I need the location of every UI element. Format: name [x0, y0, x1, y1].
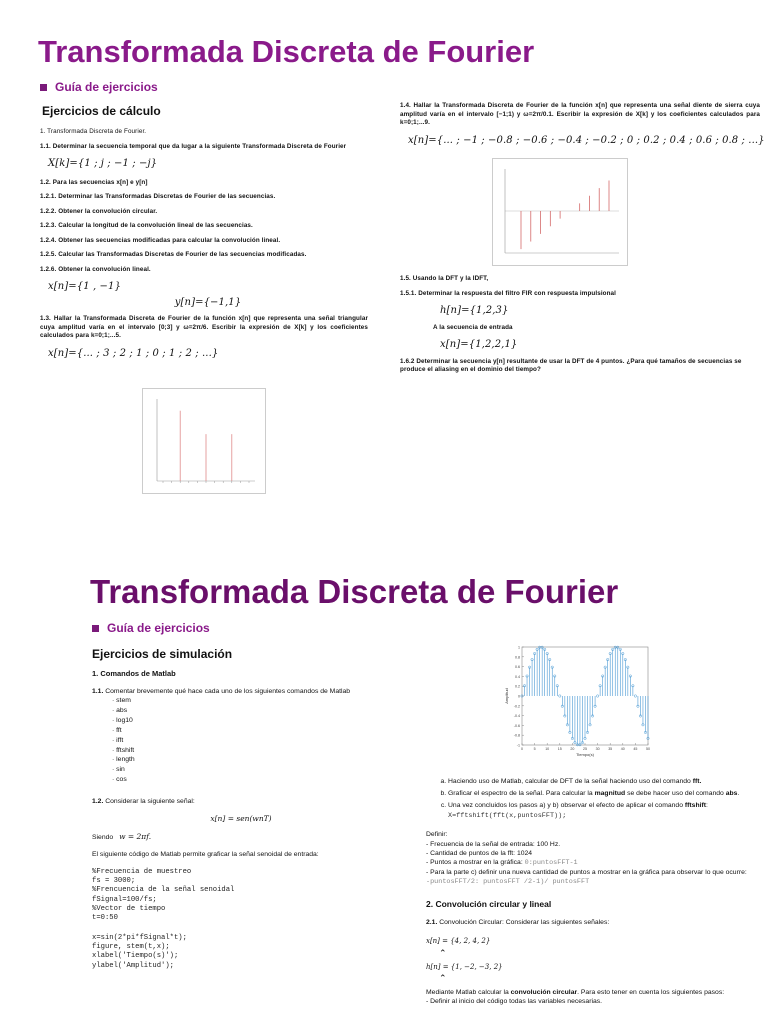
- plot1-marks: [157, 399, 255, 483]
- item-1-2: 1.2. Considerar la siguiente señal:: [92, 797, 195, 805]
- item-1-5: 1.5. Usando la DFT y la IDFT,: [400, 275, 489, 282]
- heading-convolution: 2. Convolución circular y lineal: [426, 898, 552, 909]
- command-ifft: · ifft: [112, 736, 124, 744]
- x-tick-label-7: 35: [608, 747, 613, 751]
- item-2-1: 2.1. Convolución Circular: Considerar las siguientes señales:: [426, 919, 610, 927]
- square-bullet-icon: [92, 625, 99, 632]
- sine-stem-plot: [500, 641, 652, 771]
- x-axis-label: Tiempo(s): [576, 752, 594, 757]
- step-a: a. Haciendo uso de Matlab, calcular de DFT de la señal haciendo uso del comando fft.: [448, 777, 760, 786]
- y-tick-label-9: 0.8: [515, 655, 520, 660]
- command-stem: · stem: [112, 697, 131, 705]
- x-tick-label-0: 0: [521, 747, 523, 751]
- left-column-2: [92, 669, 382, 971]
- section-heading: Ejercicios de cálculo: [42, 104, 161, 118]
- item-1-5-1: 1.5.1. Determinar la respuesta del filtro FIR con respuesta impulsional: [400, 289, 617, 297]
- sawtooth-stem-plot: [492, 158, 628, 266]
- guide-heading: Guía de ejercicios: [40, 80, 158, 94]
- formula-yn: y[n]={−1,1}: [174, 296, 242, 308]
- command-log10: · log10: [112, 716, 133, 724]
- y-tick-label-4: -0.2: [513, 704, 520, 709]
- slide-simulacion: [0, 545, 768, 1024]
- matlab-code-2: x=sin(2*pi*fSignal*t); figure, stem(t,x); xlabel('Tiempo(s)'); ylabel('Amplitud');: [92, 933, 187, 970]
- definir: Definir:: [426, 831, 448, 839]
- formula-input-xn: x[n]={1,2,2,1}: [440, 339, 518, 350]
- formula-conv-xn: x[n] = {4, 2, 4, 2}: [426, 937, 491, 946]
- x-tick-label-10: 50: [646, 747, 650, 751]
- x-tick-label-8: 40: [620, 747, 625, 751]
- def-part-c: - Para la parte c) definir una nueva cantidad de puntos a mostrar en la gráfica para observar lo que ocurre: -puntosFFT/2: puntosFFT /2-1)/ puntosFFT: [426, 868, 747, 886]
- def-points: - Cantidad de puntos de la fft: 1024: [426, 849, 533, 857]
- steps-list: [426, 777, 760, 820]
- item-1-6-2: 1.6.2 Determinar la secuencia y[n] resultante de usar la DFT de 4 puntos. ¿Para qué tamaños de secuencias se produce el aliasing en el dominio del tiempo?: [400, 357, 742, 373]
- step-c: c. Una vez concluidos los pasos a) y b) observar el efecto de aplicar el comando fftshift: X=fftshift(fft(x,puntosFFT));: [448, 801, 760, 820]
- formula-xn: x[n]={1 , −1}: [48, 281, 121, 292]
- siendo-line: Siendo w = 2πf.: [92, 832, 152, 842]
- item-1-2-1: 1.2.1. Determinar las Transformadas Discretas de Fourier de las secuencias.: [40, 193, 276, 200]
- guide-heading-2: Guía de ejercicios: [92, 621, 210, 635]
- step-b: b. Graficar el espectro de la señal. Para calcular la magnitud se debe hacer uso del comando abs.: [448, 789, 760, 798]
- commands-list: [112, 696, 382, 785]
- y-tick-label-8: 0.6: [515, 665, 520, 670]
- formula-hn: h[n]={1,2,3}: [440, 305, 509, 316]
- formula-sawtooth: x[n]={... ; −1 ; −0.8 ; −0.6 ; −0.4 ; −0.2 ; 0 ; 0.2 ; 0.4 ; 0.6 ; 0.8 ; ...}: [408, 134, 765, 146]
- item-1-4: 1.4. Hallar la Transformada Discreta de Fourier de la función x[n] que representa una señal diente de sierra cuya amplitud varía en el intervalo [−1;1) y ω=2π/0.1. Escribir la expresión de X[k] y los coeficientes calculados para k=0;1;...9.: [400, 102, 760, 126]
- command-cos: · cos: [112, 776, 127, 784]
- page-title-2: Transformada Discreta de Fourier: [90, 573, 619, 610]
- item-1-2-2: 1.2.2. Obtener la convolución circular.: [40, 207, 158, 215]
- formula-sen: x[n] = sen(wnT): [210, 814, 272, 824]
- plot3-marks: [504, 646, 650, 758]
- heading-matlab-commands: 1. Comandos de Matlab: [92, 669, 176, 678]
- code-intro: El siguiente código de Matlab permite graficar la señal senoidal de entrada:: [92, 851, 319, 859]
- item-1-2-4: 1.2.4. Obtener las secuencias modificadas para calcular la convolución lineal.: [40, 236, 281, 244]
- y-axis-label: Amplitud: [504, 688, 509, 704]
- y-tick-label-3: -0.4: [513, 714, 520, 719]
- item-1-2-5: 1.2.5. Calcular las Transformadas Discretas de Fourier de las secuencias modificadas.: [40, 251, 307, 258]
- plot2-marks: [505, 169, 619, 253]
- y-tick-label-5: 0: [518, 694, 520, 699]
- x-tick-label-9: 45: [633, 747, 638, 751]
- item-1-1: 1.1. Comentar brevemente qué hace cada uno de los siguientes comandos de Matlab: [92, 688, 351, 696]
- x-tick-label-1: 5: [533, 747, 536, 751]
- right-column: [400, 102, 765, 153]
- section-heading-2: Ejercicios de simulación: [92, 647, 233, 661]
- command-abs: · abs: [112, 707, 128, 715]
- item-1-2-6: 1.2.6. Obtener la convolución lineal.: [40, 265, 151, 273]
- y-tick-label-1: -0.8: [513, 733, 520, 738]
- formula-Xk: X[k]={1 ; j ; −1 ; −j}: [48, 158, 158, 169]
- y-tick-label-7: 0.4: [515, 674, 520, 679]
- x-tick-label-3: 15: [557, 747, 562, 751]
- command-length: · length: [112, 756, 135, 764]
- x-tick-label-6: 30: [595, 747, 600, 751]
- item-1-2-3: 1.2.3. Calcular la longitud de la convolución lineal de las secuencias.: [40, 222, 253, 229]
- circular-conv-text: Mediante Matlab calcular la convolución circular. Para esto tener en cuenta los siguientes pasos: - Definir al inicio del código todas las variables necesarias.: [426, 989, 725, 1006]
- page-title: Transformada Discreta de Fourier: [38, 34, 535, 69]
- def-show: - Puntos a mostrar en la gráfica: 0:puntosFFT-1: [426, 858, 578, 867]
- triangular-stem-plot: [142, 388, 266, 494]
- command-fft: · fft: [112, 726, 122, 734]
- item-1-2: 1.2. Para las secuencias x[n] e y[n]: [40, 178, 148, 186]
- y-tick-label-0: -1: [516, 743, 520, 748]
- x-tick-label-2: 10: [545, 747, 550, 751]
- item-1-1: 1.1. Determinar la secuencia temporal que da lugar a la siguiente Transformada Discreta de Fourier: [40, 142, 347, 150]
- formula-triangular: x[n]={... ; 3 ; 2 ; 1 ; 0 ; 1 ; 2 ; ...}: [48, 347, 219, 359]
- matlab-code-1: %Frecuencia de muestreo fs = 3000; %Frencuencia de la señal senoidal fSignal=100/fs; %Vector de tiempo t=0:50: [92, 867, 235, 923]
- arrow-up-icon: ⌃: [439, 947, 447, 958]
- item-1: 1. Transformada Discreta de Fourier.: [40, 128, 147, 135]
- command-fftshift: · fftshift: [112, 746, 135, 754]
- item-1-3: 1.3. Hallar la Transformada Discreta de Fourier de la función x[n] que representa una señal triangular cuya amplitud varía en el intervalo [0;3] y ω=2π/6. Escribir la expresión de X[k] y los coeficientes calculados para k=0;1;...5.: [40, 315, 368, 339]
- y-tick-label-6: 0.2: [515, 684, 520, 689]
- left-column: [40, 128, 368, 366]
- right-column-2: [426, 777, 760, 1012]
- arrow-up-icon: ⌃: [439, 973, 447, 984]
- y-tick-label-10: 1: [518, 645, 520, 650]
- square-bullet-icon: [40, 84, 47, 91]
- right-column-lower: [400, 275, 760, 381]
- command-sin: · sin: [112, 766, 125, 774]
- x-tick-label-4: 20: [570, 747, 575, 751]
- y-tick-label-2: -0.6: [513, 723, 520, 728]
- x-tick-label-5: 25: [583, 747, 587, 751]
- formula-conv-hn: h[n] = {1, −2, −3, 2}: [426, 962, 503, 971]
- input-sequence-label: A la secuencia de entrada: [433, 323, 513, 331]
- fftshift-code: X=fftshift(fft(x,puntosFFT));: [448, 811, 567, 820]
- def-freq: - Frecuencia de la señal de entrada: 100 Hz.: [426, 840, 561, 848]
